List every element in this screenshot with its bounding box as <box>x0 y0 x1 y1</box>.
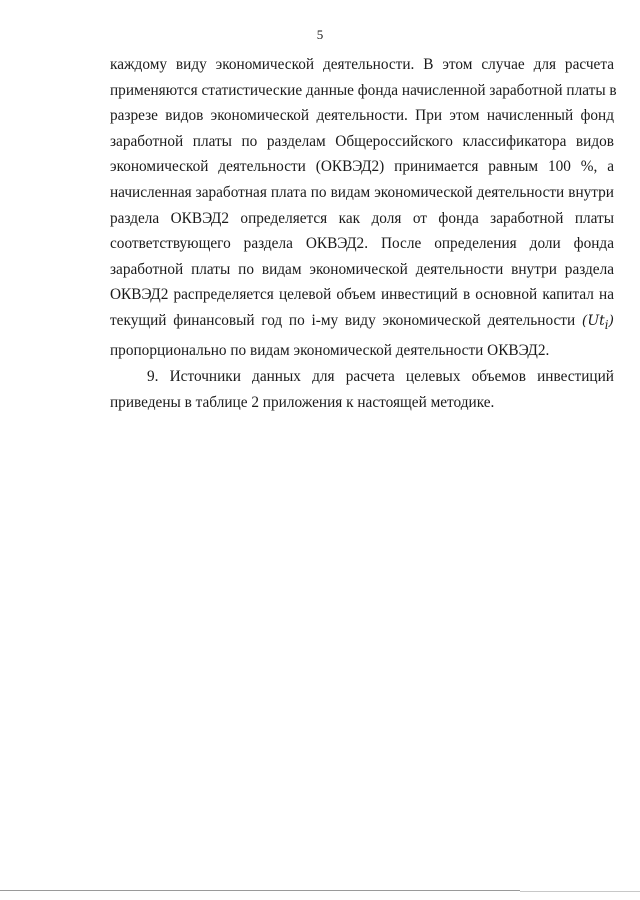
text-line: экономической деятельности (ОКВЭД2) принимается равным 100 %, а <box>110 158 614 176</box>
formula-variable: Ut <box>587 312 605 329</box>
text-line: раздела ОКВЭД2 определяется как доля от фонда заработной платы <box>110 209 614 227</box>
text-line: ОКВЭД2 распределяется целевой объем инвестиций в основной капитал на <box>110 286 614 304</box>
formula-open-paren: ( <box>581 312 588 329</box>
page-bottom-edge <box>0 890 520 891</box>
text-line: заработной платы по разделам Общероссийского классификатора видов <box>110 132 614 150</box>
text-line: каждому виду экономической деятельности. В этом случае для расчета <box>110 56 614 73</box>
text-line: применяются статистические данные фонда начисленной заработной платы в <box>110 81 617 99</box>
text-line-with-formula <box>110 308 614 338</box>
text-line: начисленная заработная плата по видам экономической деятельности внутри <box>110 183 614 201</box>
text-line: разрезе видов экономической деятельности. При этом начисленный фонд <box>110 107 614 125</box>
formula-subscript: i <box>604 317 609 332</box>
paragraph-okved-distribution <box>110 52 617 364</box>
text-line: приведены в таблице 2 приложения к настоящей методике. <box>110 393 495 411</box>
page-bottom-edge-faint <box>520 891 640 892</box>
text-line: соответствующего раздела ОКВЭД2. После определения доли фонда <box>110 235 614 253</box>
document-body <box>110 52 617 415</box>
formula-close-paren: ) <box>608 312 614 329</box>
text-line: заработной платы по видам экономической деятельности внутри раздела <box>110 260 614 278</box>
page-number: 5 <box>316 27 324 42</box>
text-line: 9. Источники данных для расчета целевых объемов инвестиций <box>147 367 614 385</box>
text-line-segment: текущий финансовый год по i-му виду экономической деятельности <box>110 311 576 329</box>
formula-ut-i <box>581 312 614 332</box>
paragraph-item-9 <box>110 364 614 415</box>
text-line: пропорционально по видам экономической деятельности ОКВЭД2. <box>110 342 550 360</box>
